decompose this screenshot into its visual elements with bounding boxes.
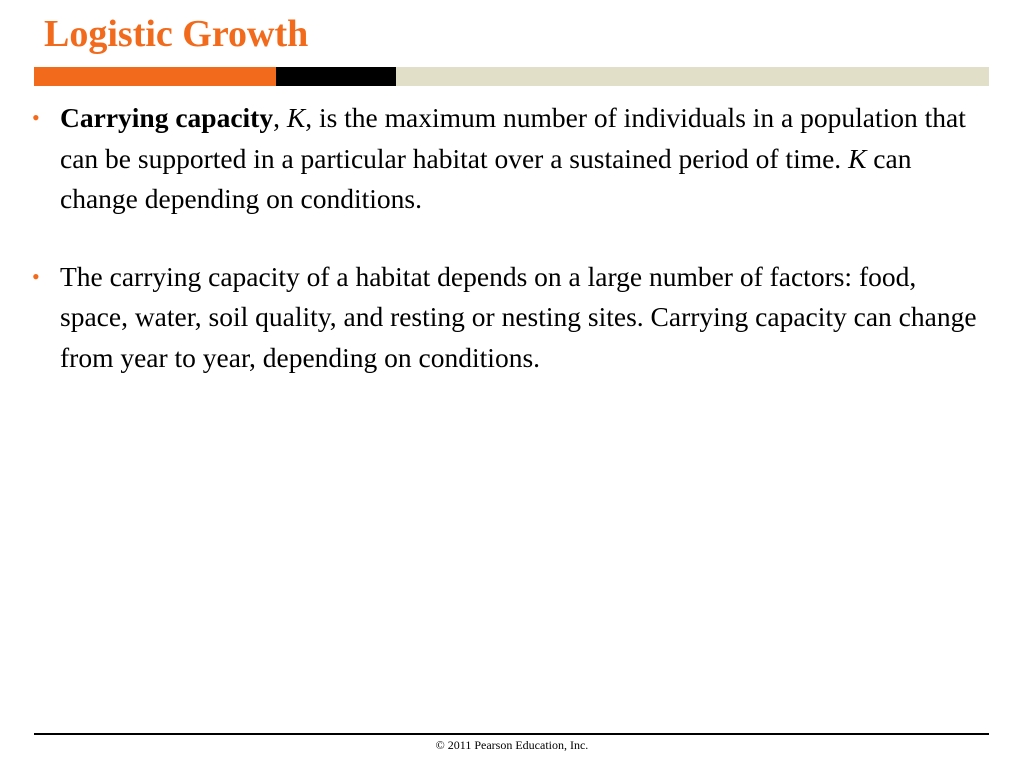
- bullet-body-part-2: can change depending on conditions.: [60, 142, 912, 214]
- bullet-list: [30, 98, 990, 415]
- bullet-term: Carrying capacity: [60, 102, 274, 133]
- bullet-body-part-1: , is the maximum number of individuals in a population that can be supported in a particular habitat over a sustained period of time.: [60, 102, 966, 174]
- divider-black-segment: [276, 67, 396, 86]
- bullet-marker: •: [32, 263, 40, 289]
- bullet-separator: ,: [273, 102, 287, 133]
- divider-tan-segment: [396, 67, 989, 86]
- title-divider-bar: [34, 67, 989, 86]
- copyright-notice: © 2011 Pearson Education, Inc.: [435, 738, 589, 752]
- footer-divider: [34, 733, 989, 735]
- slide-title: Logistic Growth: [44, 13, 309, 55]
- variable-k: K: [286, 102, 306, 133]
- variable-k: K: [848, 142, 867, 174]
- bullet-marker: •: [32, 105, 40, 130]
- bullet-item-carrying-capacity-definition: [30, 98, 990, 220]
- bullet-item-carrying-capacity-factors: [30, 257, 990, 379]
- bullet-text: [60, 98, 990, 220]
- bullet-text: The carrying capacity of a habitat depends on a large number of factors: food, space, water, soil quality, and resting or nesting sites. Carrying capacity can change from year to year, depending on conditions.: [60, 260, 977, 373]
- divider-orange-segment: [34, 67, 276, 86]
